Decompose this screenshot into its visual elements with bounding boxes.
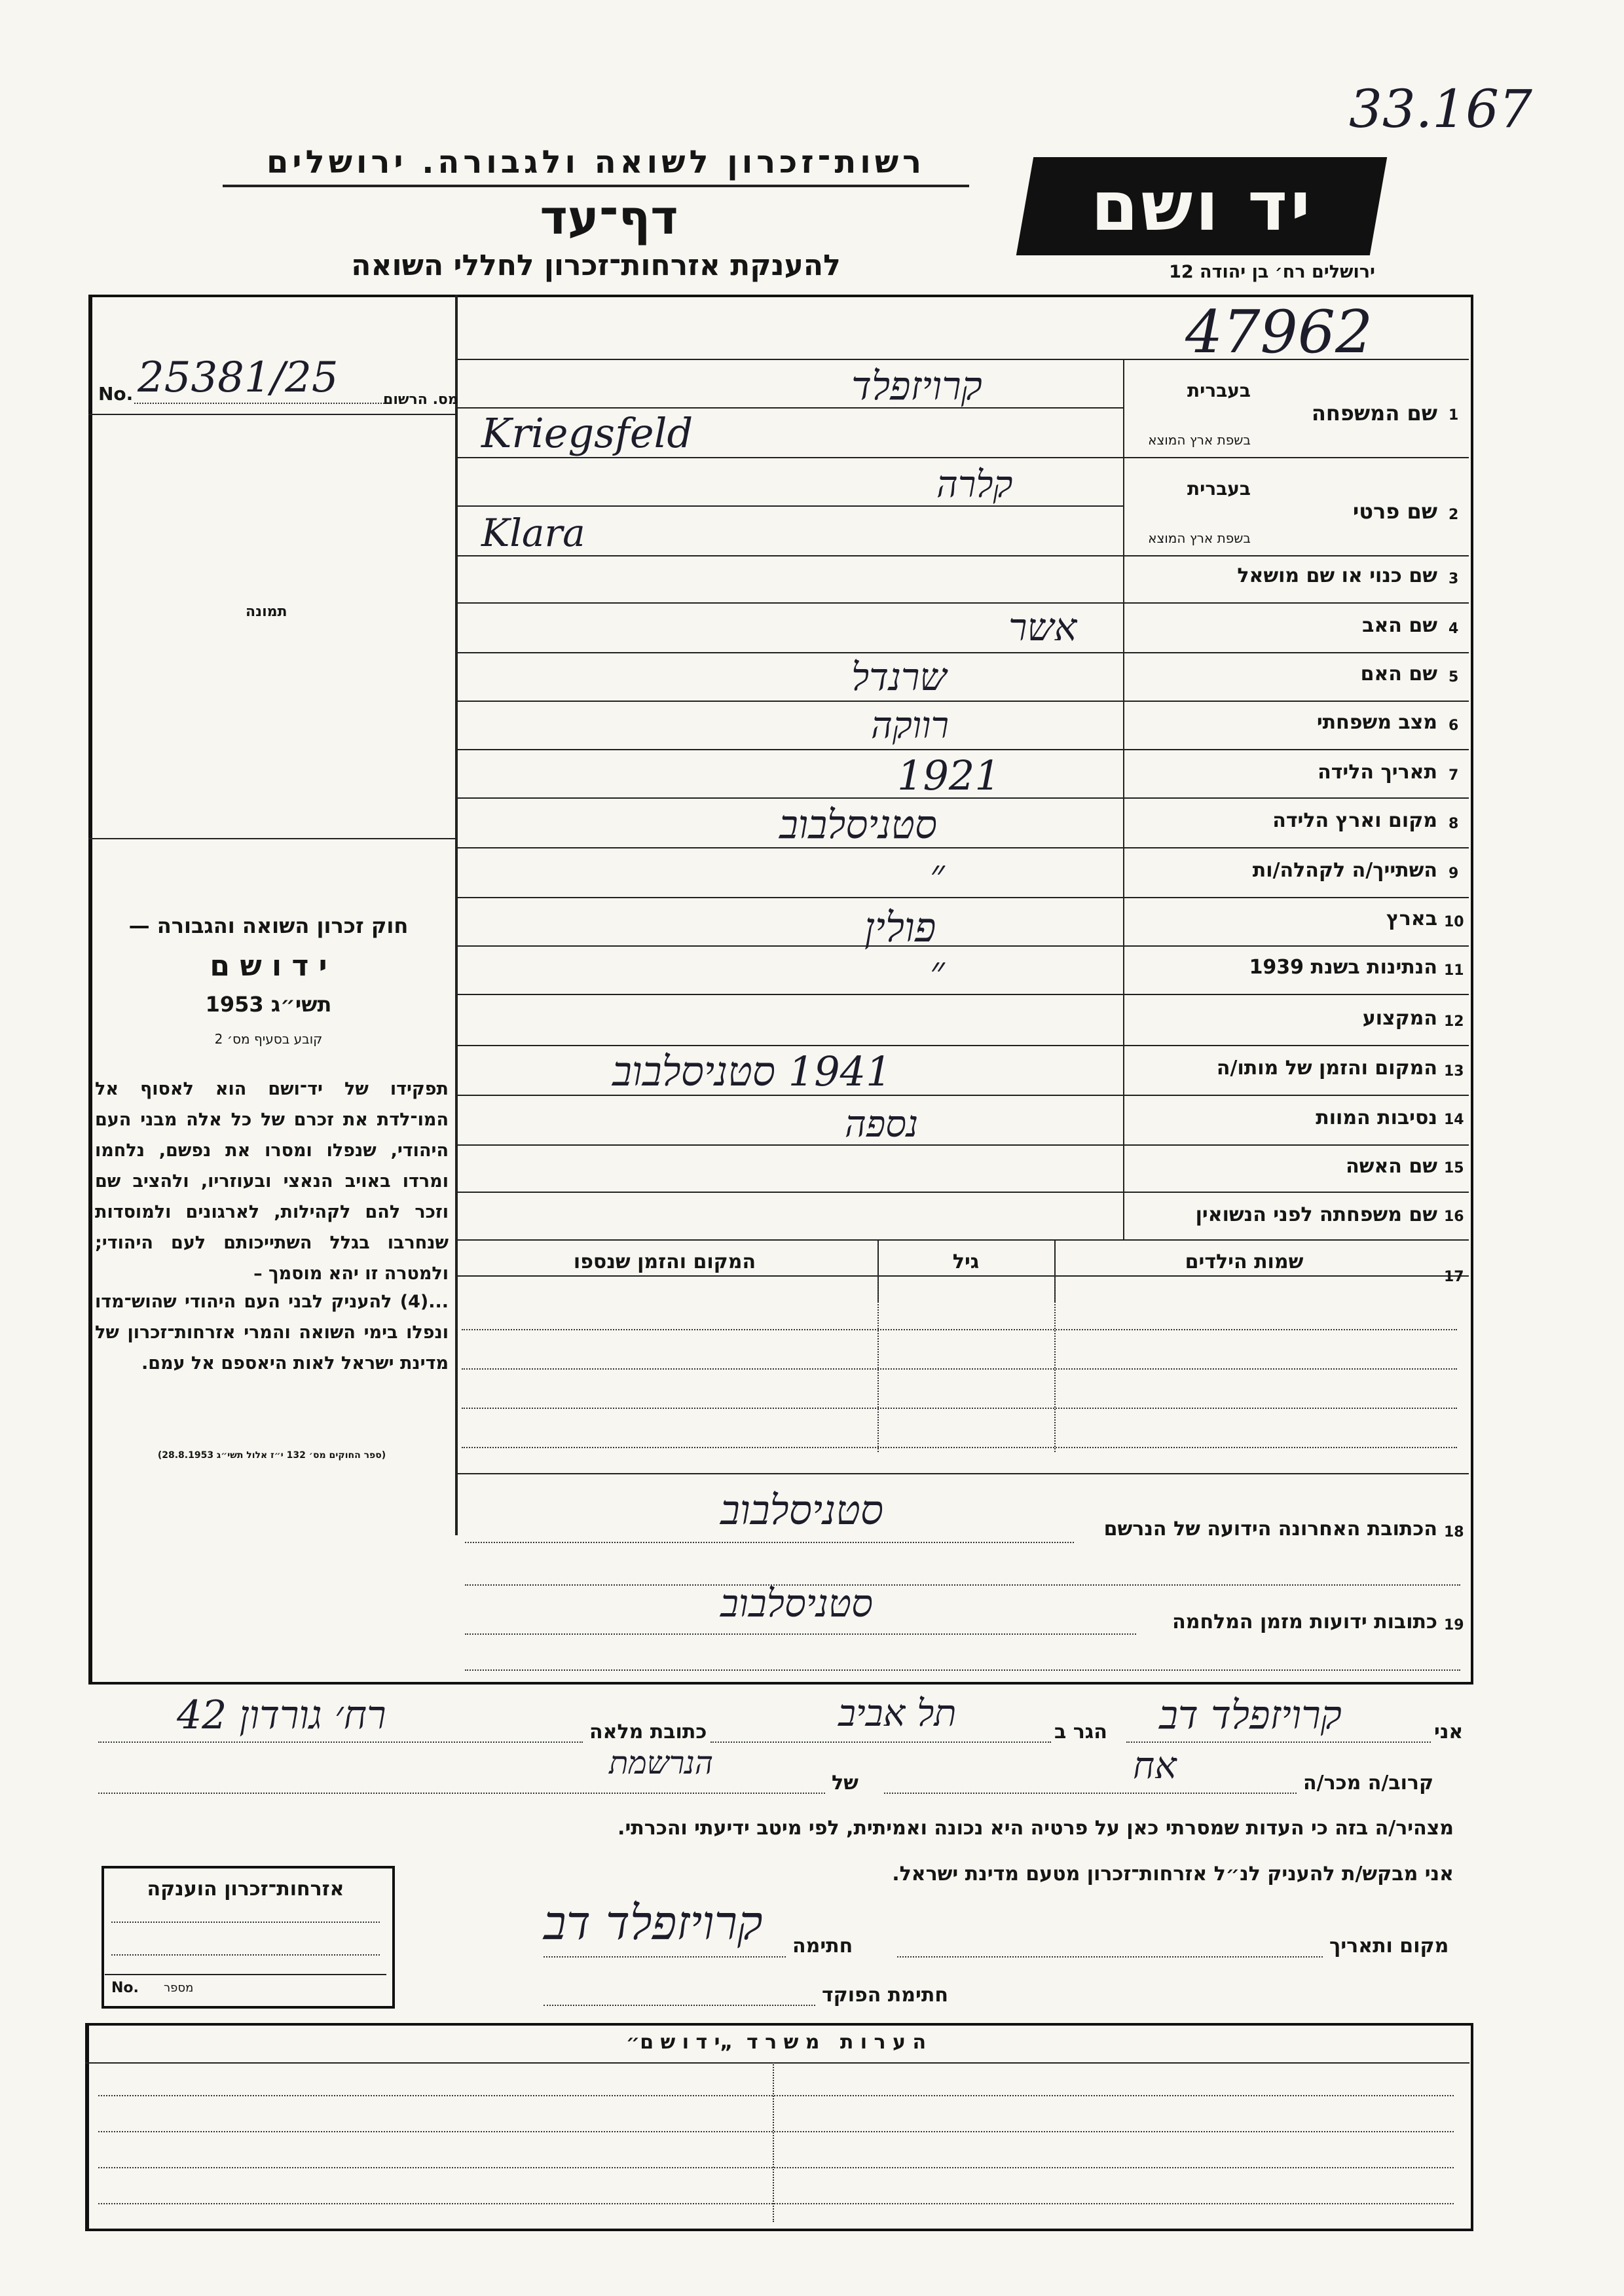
field-2-label: שם פרטי [1352,499,1437,524]
field-16-label: שם משפחתה לפני הנשואין [1195,1203,1437,1226]
field-14-value: נספה [845,1103,919,1146]
field-5-label: שם האם [1360,663,1437,685]
field-4-value: אשר [1008,605,1077,649]
photo-label: תמונה [246,604,287,620]
registration-number: 25381/25 [138,354,339,402]
law-year: תשי״ג 1953 [205,992,332,1017]
logo-address: ירושלים רח׳ בן יהודה 12 [1169,262,1375,282]
field-7-number: 7 [1449,767,1459,784]
remarks-frame [85,2023,1473,2231]
declarant-resides-label: הגר ב [1054,1721,1107,1743]
field-1-number: 1 [1449,407,1459,424]
field-2-sub-hebrew: בעברית [1187,478,1251,500]
field-11-number: 11 [1444,962,1464,979]
field-3-number: 3 [1449,571,1459,587]
signature-label: חתימה [792,1935,853,1958]
field-9-label: השתייך/ה לקהלה/ות [1252,859,1437,882]
field-11-value: ״ [930,948,945,994]
field-6-number: 6 [1449,718,1459,734]
declarant-address-label: כתובת מלאה [589,1721,707,1743]
field-15-number: 15 [1444,1160,1464,1176]
law-text-2: ...(4) להעניק לבני העם היהודי שהוש־מדו ונפלו בימי השואה והמרי אזרחות־זכרון של מדינת ישראל לאות היאספם אל עמם. [95,1292,449,1374]
declarant-city: תל אביב [838,1692,957,1735]
field-12-number: 12 [1444,1013,1464,1030]
declarant-of-label: של [832,1772,858,1795]
form-title: דף־עד [540,190,678,245]
declarant-relation: אח [1133,1745,1177,1787]
law-clause: קובע בסעיף מס׳ 2 [214,1031,323,1047]
field-5-value: שרנדל [851,655,947,699]
registration-label: מס. הרשום [383,392,458,408]
field-8-number: 8 [1449,816,1459,832]
authority-title: רשות־זכרון לשואה ולגבורה. ירושלים [266,144,926,181]
field-6-value: רווקה [871,704,949,747]
field-1-sub-hebrew: בעברית [1187,380,1251,401]
field-7-value: 1921 [897,752,1001,799]
field-6-label: מצב משפחתי [1316,711,1437,734]
yad-vashem-logo [1016,157,1387,255]
law-name: י ד ו ש ם [210,949,327,983]
field-1-value-origin: Kriegsfeld [481,409,693,457]
certificate-number-label: מספר [164,1981,194,1995]
field-8-value: סטניסלבוב [779,802,937,848]
place-date-label: מקום ותאריך [1329,1935,1449,1958]
law-title: חוק זכרון השואה והגבורה — [128,913,409,938]
field-10-label: בארץ [1386,907,1437,930]
field-1-label: שם המשפחה [1311,401,1437,426]
field-10-value: פולין [864,903,936,951]
field-18-number: 18 [1444,1524,1464,1540]
field-12-label: המקצוע [1362,1007,1437,1030]
declarant-address: רח׳ גורדון 42 [177,1692,386,1738]
certificate-title: אזרחות־זכרון הוענקה [147,1878,344,1901]
law-text-1: תפקידו של יד־ושם הוא לאסוף אל המו־לדת את זכרם של כל אלה מבני העם היהודי, שנפלו ומסרו את נפשם, נלחמו ומרדו באויב הנאצי ובעוזריו, ולהציב שם וזכר להם לקהילות, לארגונים ולמוסדות שנחרבו בגלל השתייכותם לעם היהודי; ולמטרה זו יהא מוסמך – [95,1079,449,1284]
request-text: אני מבקש/ת להעניק לנ״ל אזרחות־זכרון מטעם מדינת ישראל. [892,1863,1454,1886]
field-14-number: 14 [1444,1112,1464,1128]
field-4-label: שם האב [1362,614,1437,637]
field-5-number: 5 [1449,669,1459,685]
record-number: 47962 [1185,298,1373,367]
field-18-value: סטניסלבוב [720,1486,884,1534]
declarant-name: קרויזפלד דב [1159,1692,1342,1738]
field-7-label: תאריך הלידה [1318,761,1437,784]
field-1-sub-origin: בשפת ארץ המוצא [1148,432,1251,448]
official-signature-label: חתימת הפוקד [822,1984,948,2007]
children-col-names: שמות הילדים [1185,1250,1304,1273]
field-13-label: המקום והזמן של מותו/ה [1216,1057,1437,1080]
field-19-number: 19 [1444,1617,1464,1633]
children-col-age: גיל [952,1250,980,1273]
main-form-frame [88,295,1473,1685]
law-source: (ספר החוקים מס׳ 132 י״ז אלול תשי״ג 28.8.1953) [157,1450,386,1461]
form-subtitle: להענקת אזרחות־זכרון לחללי השואה [351,249,841,282]
field-15-label: שם האשה [1346,1155,1437,1178]
field-11-label: הנתינות בשנת 1939 [1249,956,1437,979]
logo-text: יד ושם [1090,166,1313,246]
declarant-of-name: הנרשמת [609,1745,714,1781]
field-18-label: הכתובת האחרונה הידועה של הנרשם [1103,1518,1437,1540]
field-10-number: 10 [1444,914,1464,930]
field-2-value-hebrew: קלרה [936,464,1013,506]
field-2-number: 2 [1449,507,1459,523]
field-2-value-origin: Klara [481,511,585,555]
field-9-number: 9 [1449,866,1459,882]
field-4-number: 4 [1449,621,1459,637]
field-1-value-hebrew: קרויזפלד [851,363,982,409]
field-9-value: ״ [930,851,945,897]
field-16-number: 16 [1444,1209,1464,1225]
field-19-value: סטניסלבוב [720,1581,873,1626]
children-col-place: המקום והזמן שנספו [573,1250,756,1273]
field-19-label: כתובות ידועות מזמן המלחמה [1172,1611,1437,1633]
field-17-number: 17 [1444,1269,1464,1285]
declarant-signature: קרויזפלד דב [544,1895,763,1950]
certificate-no: No. [111,1980,139,1996]
field-3-label: שם כנוי או שם מושאל [1237,564,1437,587]
field-2-sub-origin: בשפת ארץ המוצא [1148,530,1251,546]
declarant-ani: אני [1434,1721,1464,1743]
declarant-relative-label: קרוב/ה מכר/ה [1303,1772,1434,1795]
field-8-label: מקום וארץ הלידה [1272,809,1437,832]
remarks-title: ה ע ר ו ת מ ש ר ד „י ד ו ש ם״ [625,2031,927,2054]
field-14-label: נסיבות המוות [1316,1106,1437,1129]
archive-number: 33.167 [1349,79,1532,139]
registration-prefix: No. [98,383,134,405]
field-13-value: 1941 סטניסלבוב [612,1048,892,1095]
field-13-number: 13 [1444,1063,1464,1080]
declaration-text: מצהיר/ה בזה כי העדות שמסרתי כאן על פרטיה היא נכונה ואמיתית, לפי מיטב ידיעתי והכרתי. [618,1817,1454,1840]
